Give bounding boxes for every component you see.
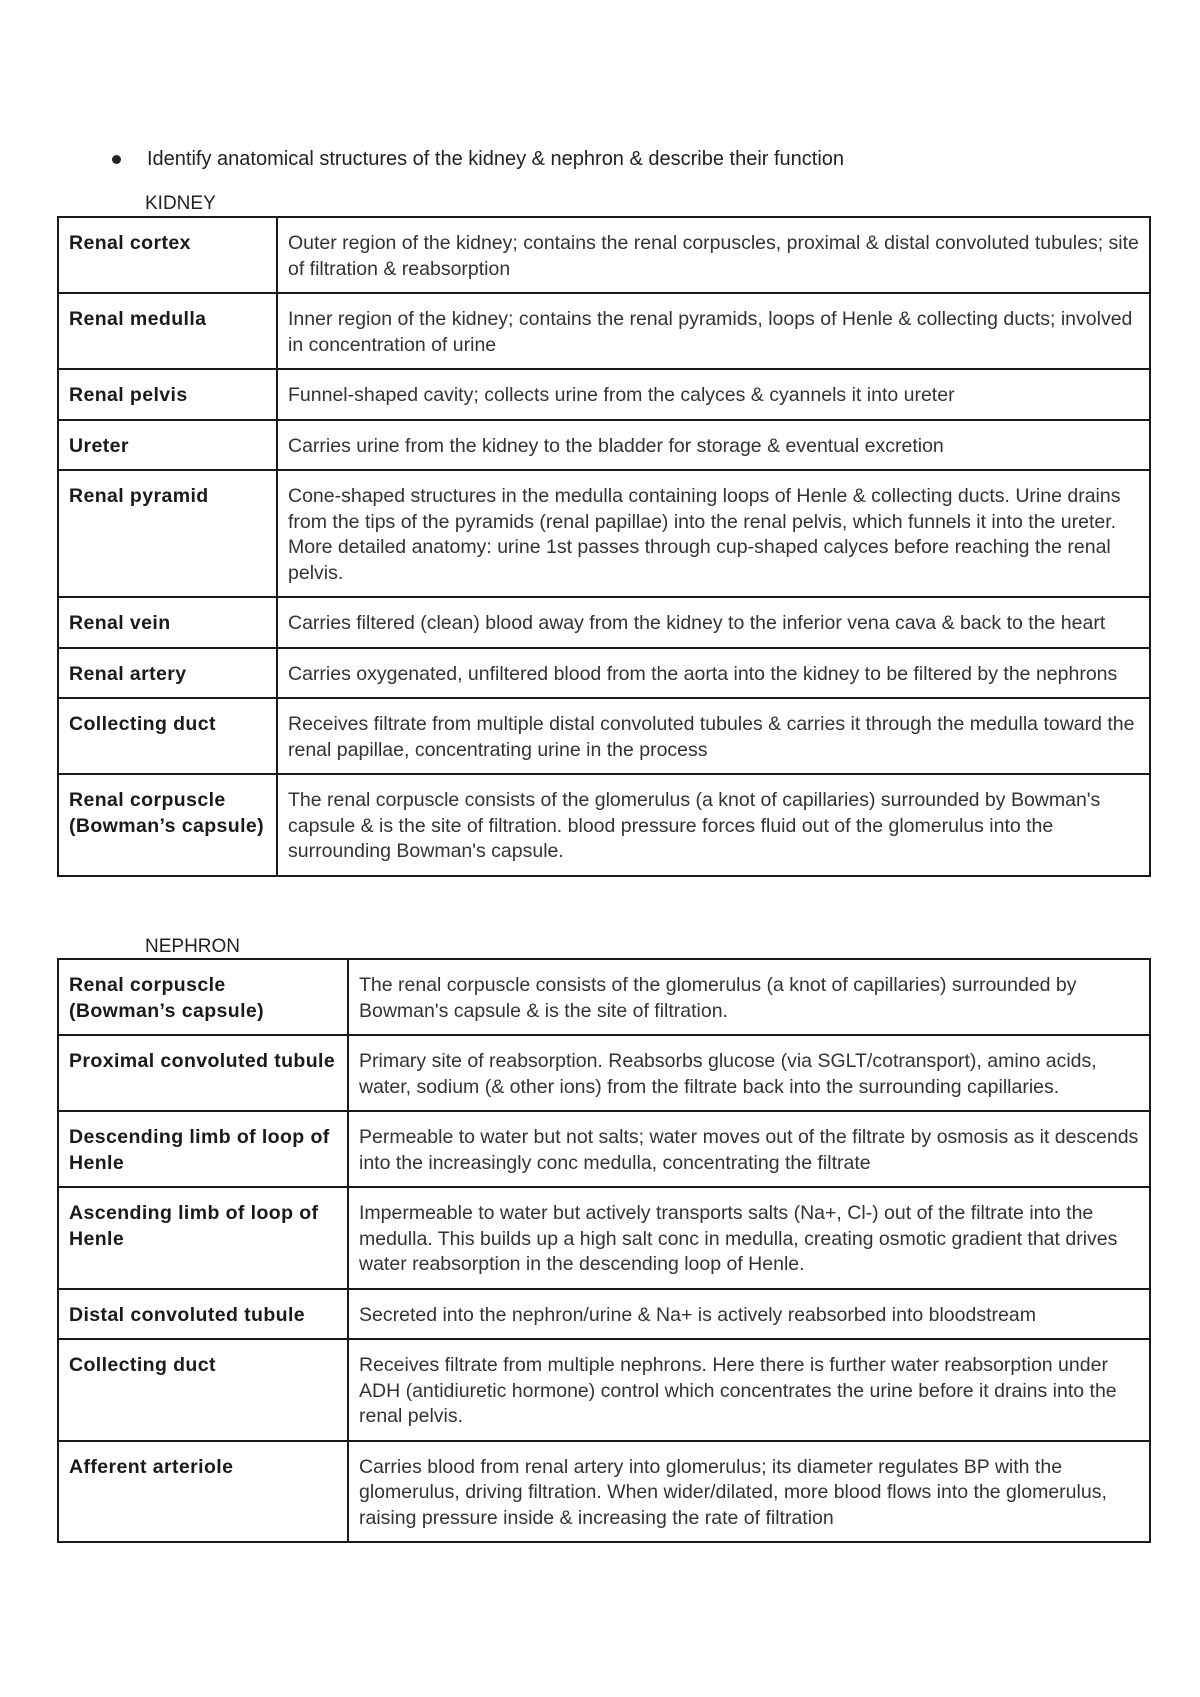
structure-term: Renal pelvis	[58, 369, 277, 420]
objective-text: Identify anatomical structures of the kidney & nephron & describe their function	[147, 148, 845, 170]
structure-term: Collecting duct	[58, 1339, 348, 1441]
structure-description: Secreted into the nephron/urine & Na+ is actively reabsorbed into bloodstream	[348, 1289, 1150, 1340]
bullet-icon	[112, 155, 121, 164]
structure-term: Renal vein	[58, 597, 277, 648]
kidney-heading: KIDNEY	[145, 193, 216, 214]
table-row	[58, 293, 1150, 369]
table-row	[58, 698, 1150, 774]
structure-term: Renal medulla	[58, 293, 277, 369]
structure-term: Proximal convoluted tubule	[58, 1035, 348, 1111]
structure-term: Distal convoluted tubule	[58, 1289, 348, 1340]
structure-term: Renal corpuscle (Bowman’s capsule)	[58, 959, 348, 1035]
structure-term: Descending limb of loop of Henle	[58, 1111, 348, 1187]
nephron-heading: NEPHRON	[145, 936, 241, 957]
structure-description: Cone-shaped structures in the medulla containing loops of Henle & collecting ducts. Urine drains from the tips of the pyramids (renal papillae) into the renal pelvis, which funnels it into the ureter. More detailed anatomy: urine 1st passes through cup-shaped calyces before reaching the renal pelvis.	[277, 470, 1150, 597]
table-row	[58, 959, 1150, 1035]
table-row	[58, 217, 1150, 293]
structure-description: Impermeable to water but actively transports salts (Na+, Cl-) out of the filtrate into the medulla. This builds up a high salt conc in medulla, creating osmotic gradient that drives water reabsorption in the descending loop of Henle.	[348, 1187, 1150, 1289]
table-row	[58, 774, 1150, 876]
structure-term: Ascending limb of loop of Henle	[58, 1187, 348, 1289]
table-row	[58, 420, 1150, 471]
structure-term: Renal corpuscle (Bowman’s capsule)	[58, 774, 277, 876]
nephron-table	[57, 958, 1151, 1543]
table-row	[58, 648, 1150, 699]
structure-description: Outer region of the kidney; contains the renal corpuscles, proximal & distal convoluted tubules; site of filtration & reabsorption	[277, 217, 1150, 293]
structure-description: Carries blood from renal artery into glomerulus; its diameter regulates BP with the glomerulus, driving filtration. When wider/dilated, more blood flows into the glomerulus, raising pressure inside & increasing the rate of filtration	[348, 1441, 1150, 1543]
table-row	[58, 470, 1150, 597]
table-row	[58, 1339, 1150, 1441]
table-row	[58, 597, 1150, 648]
structure-description: Receives filtrate from multiple nephrons. Here there is further water reabsorption under ADH (antidiuretic hormone) control which concentrates the urine before it drains into the renal pelvis.	[348, 1339, 1150, 1441]
structure-description: The renal corpuscle consists of the glomerulus (a knot of capillaries) surrounded by Bowman's capsule & is the site of filtration.	[348, 959, 1150, 1035]
structure-description: Funnel-shaped cavity; collects urine from the calyces & cyannels it into ureter	[277, 369, 1150, 420]
structure-description: Receives filtrate from multiple distal convoluted tubules & carries it through the medulla toward the renal papillae, concentrating urine in the process	[277, 698, 1150, 774]
table-row	[58, 1187, 1150, 1289]
structure-description: Carries oxygenated, unfiltered blood from the aorta into the kidney to be filtered by the nephrons	[277, 648, 1150, 699]
table-row	[58, 1441, 1150, 1543]
structure-description: Carries filtered (clean) blood away from the kidney to the inferior vena cava & back to the heart	[277, 597, 1150, 648]
kidney-table	[57, 216, 1151, 877]
structure-term: Renal cortex	[58, 217, 277, 293]
structure-term: Ureter	[58, 420, 277, 471]
structure-description: Carries urine from the kidney to the bladder for storage & eventual excretion	[277, 420, 1150, 471]
structure-description: The renal corpuscle consists of the glomerulus (a knot of capillaries) surrounded by Bowman's capsule & is the site of filtration. blood pressure forces fluid out of the glomerulus into the surrounding Bowman's capsule.	[277, 774, 1150, 876]
structure-term: Collecting duct	[58, 698, 277, 774]
structure-description: Primary site of reabsorption. Reabsorbs glucose (via SGLT/cotransport), amino acids, water, sodium (& other ions) from the filtrate back into the surrounding capillaries.	[348, 1035, 1150, 1111]
table-row	[58, 1035, 1150, 1111]
structure-description: Inner region of the kidney; contains the renal pyramids, loops of Henle & collecting ducts; involved in concentration of urine	[277, 293, 1150, 369]
structure-term: Renal artery	[58, 648, 277, 699]
table-row	[58, 1111, 1150, 1187]
structure-term: Afferent arteriole	[58, 1441, 348, 1543]
table-row	[58, 369, 1150, 420]
structure-description: Permeable to water but not salts; water moves out of the filtrate by osmosis as it descends into the increasingly conc medulla, concentrating the filtrate	[348, 1111, 1150, 1187]
objective-bullet	[105, 147, 844, 171]
table-row	[58, 1289, 1150, 1340]
structure-term: Renal pyramid	[58, 470, 277, 597]
